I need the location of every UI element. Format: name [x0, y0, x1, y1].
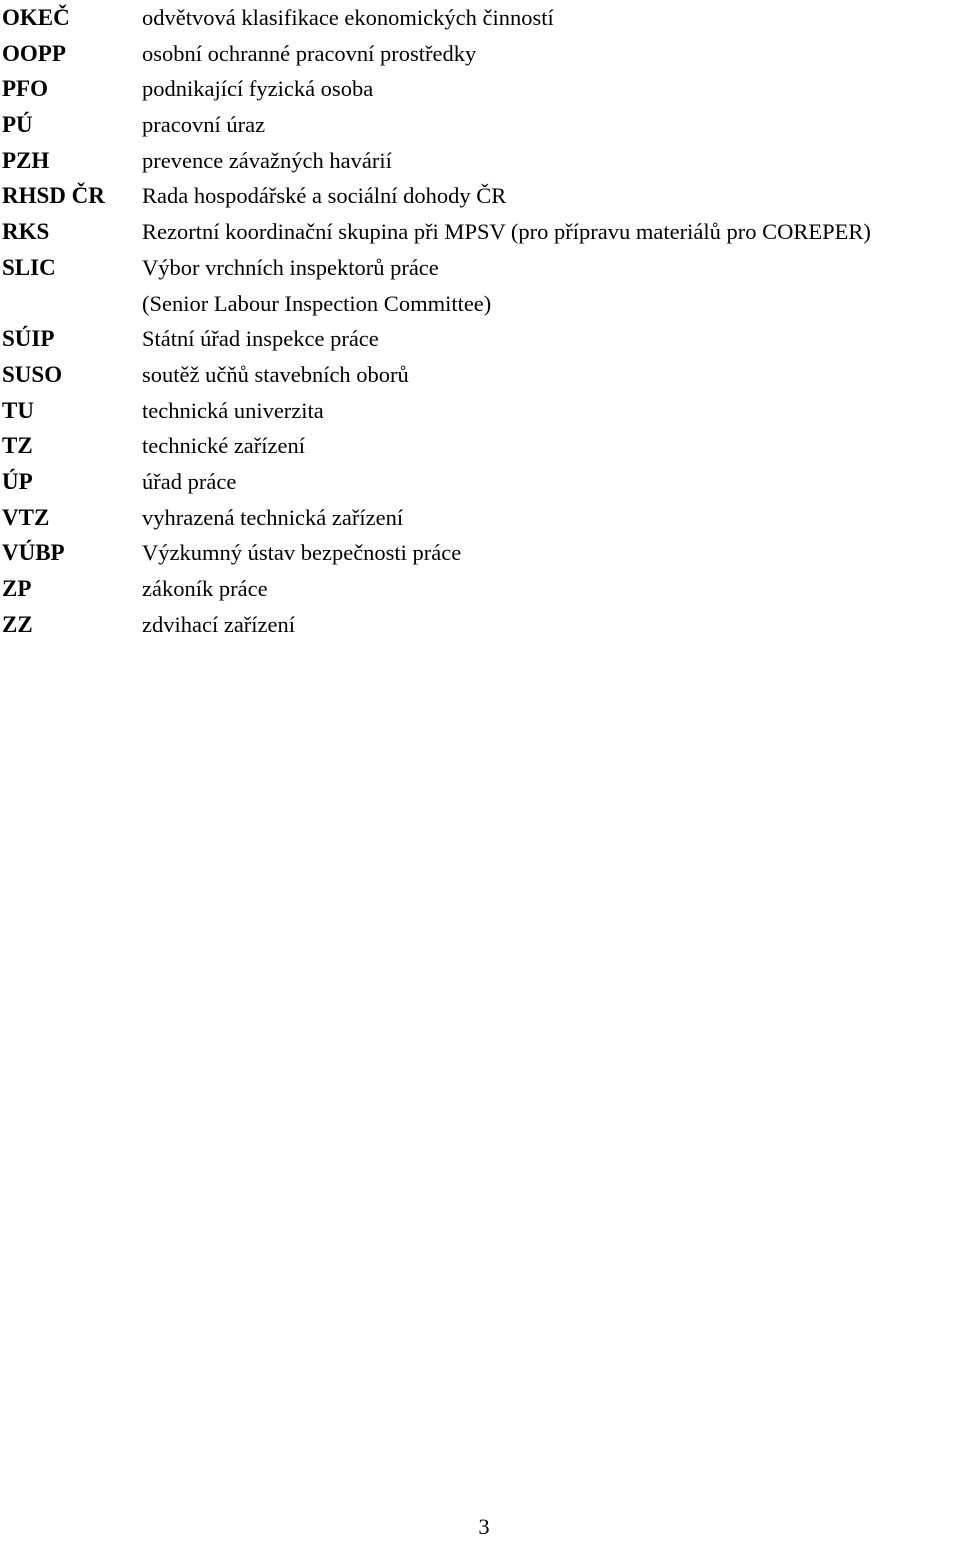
abbreviation-code: SÚIP — [2, 326, 55, 352]
abbreviation-row — [0, 214, 960, 250]
abbreviation-row — [0, 286, 960, 322]
abbreviation-description: pracovní úraz — [142, 112, 266, 138]
abbreviation-code: TU — [2, 397, 34, 423]
abbreviation-description: prevence závažných havárií — [142, 147, 392, 173]
abbreviation-row — [0, 71, 960, 107]
abbreviation-description: odvětvová klasifikace ekonomických činností — [142, 5, 554, 30]
abbreviation-code: ZZ — [2, 611, 33, 637]
abbreviation-row — [0, 36, 960, 72]
abbreviation-row — [0, 107, 960, 143]
abbreviation-code: PÚ — [2, 112, 33, 138]
abbreviation-row — [0, 321, 960, 357]
abbreviation-description: Státní úřad inspekce práce — [142, 326, 379, 352]
abbreviation-code: VÚBP — [2, 540, 65, 566]
abbreviation-description: úřad práce — [142, 468, 237, 494]
abbreviation-code: RHSD ČR — [2, 183, 105, 209]
page-number: 3 — [478, 1514, 490, 1539]
abbreviation-row — [0, 607, 960, 643]
abbreviation-row — [0, 178, 960, 214]
abbreviation-description: technická univerzita — [142, 397, 324, 423]
abbreviation-description: zdvihací zařízení — [142, 611, 296, 637]
abbreviation-code: RKS — [2, 219, 50, 245]
abbreviation-description: Rezortní koordinační skupina při MPSV (pro přípravu materiálů pro COREPER) — [142, 219, 871, 245]
abbreviation-code: ZP — [2, 576, 32, 601]
abbreviation-code: OOPP — [2, 40, 66, 66]
abbreviation-description: Výbor vrchních inspektorů práce — [142, 254, 439, 280]
abbreviation-description: zákoník práce — [142, 576, 268, 601]
abbreviation-description: soutěž učňů stavebních oborů — [142, 361, 409, 387]
abbreviation-description: (Senior Labour Inspection Committee) — [142, 290, 492, 316]
abbreviation-row — [0, 428, 960, 464]
abbreviation-row — [0, 143, 960, 179]
abbreviation-row — [0, 464, 960, 500]
abbreviation-code: TZ — [2, 433, 33, 459]
abbreviation-description: technické zařízení — [142, 433, 306, 459]
abbreviation-row — [0, 357, 960, 393]
abbreviation-row — [0, 571, 960, 607]
abbreviation-description: podnikající fyzická osoba — [142, 76, 374, 102]
abbreviation-code: PZH — [2, 147, 50, 173]
abbreviation-code: ÚP — [2, 468, 33, 494]
abbreviation-list — [0, 0, 960, 642]
abbreviation-row — [0, 0, 960, 36]
abbreviation-code: VTZ — [2, 504, 50, 530]
abbreviation-code: SLIC — [2, 254, 56, 280]
abbreviation-row — [0, 535, 960, 571]
abbreviation-code: SUSO — [2, 361, 63, 387]
abbreviation-description: osobní ochranné pracovní prostředky — [142, 40, 477, 66]
abbreviation-code: OKEČ — [2, 5, 70, 30]
abbreviation-row — [0, 393, 960, 429]
abbreviation-code: PFO — [2, 76, 48, 102]
abbreviation-description: vyhrazená technická zařízení — [142, 504, 404, 530]
abbreviation-description: Rada hospodářské a sociální dohody ČR — [142, 183, 507, 209]
abbreviation-description: Výzkumný ústav bezpečnosti práce — [142, 540, 462, 566]
abbreviation-row — [0, 250, 960, 286]
abbreviation-row — [0, 500, 960, 536]
